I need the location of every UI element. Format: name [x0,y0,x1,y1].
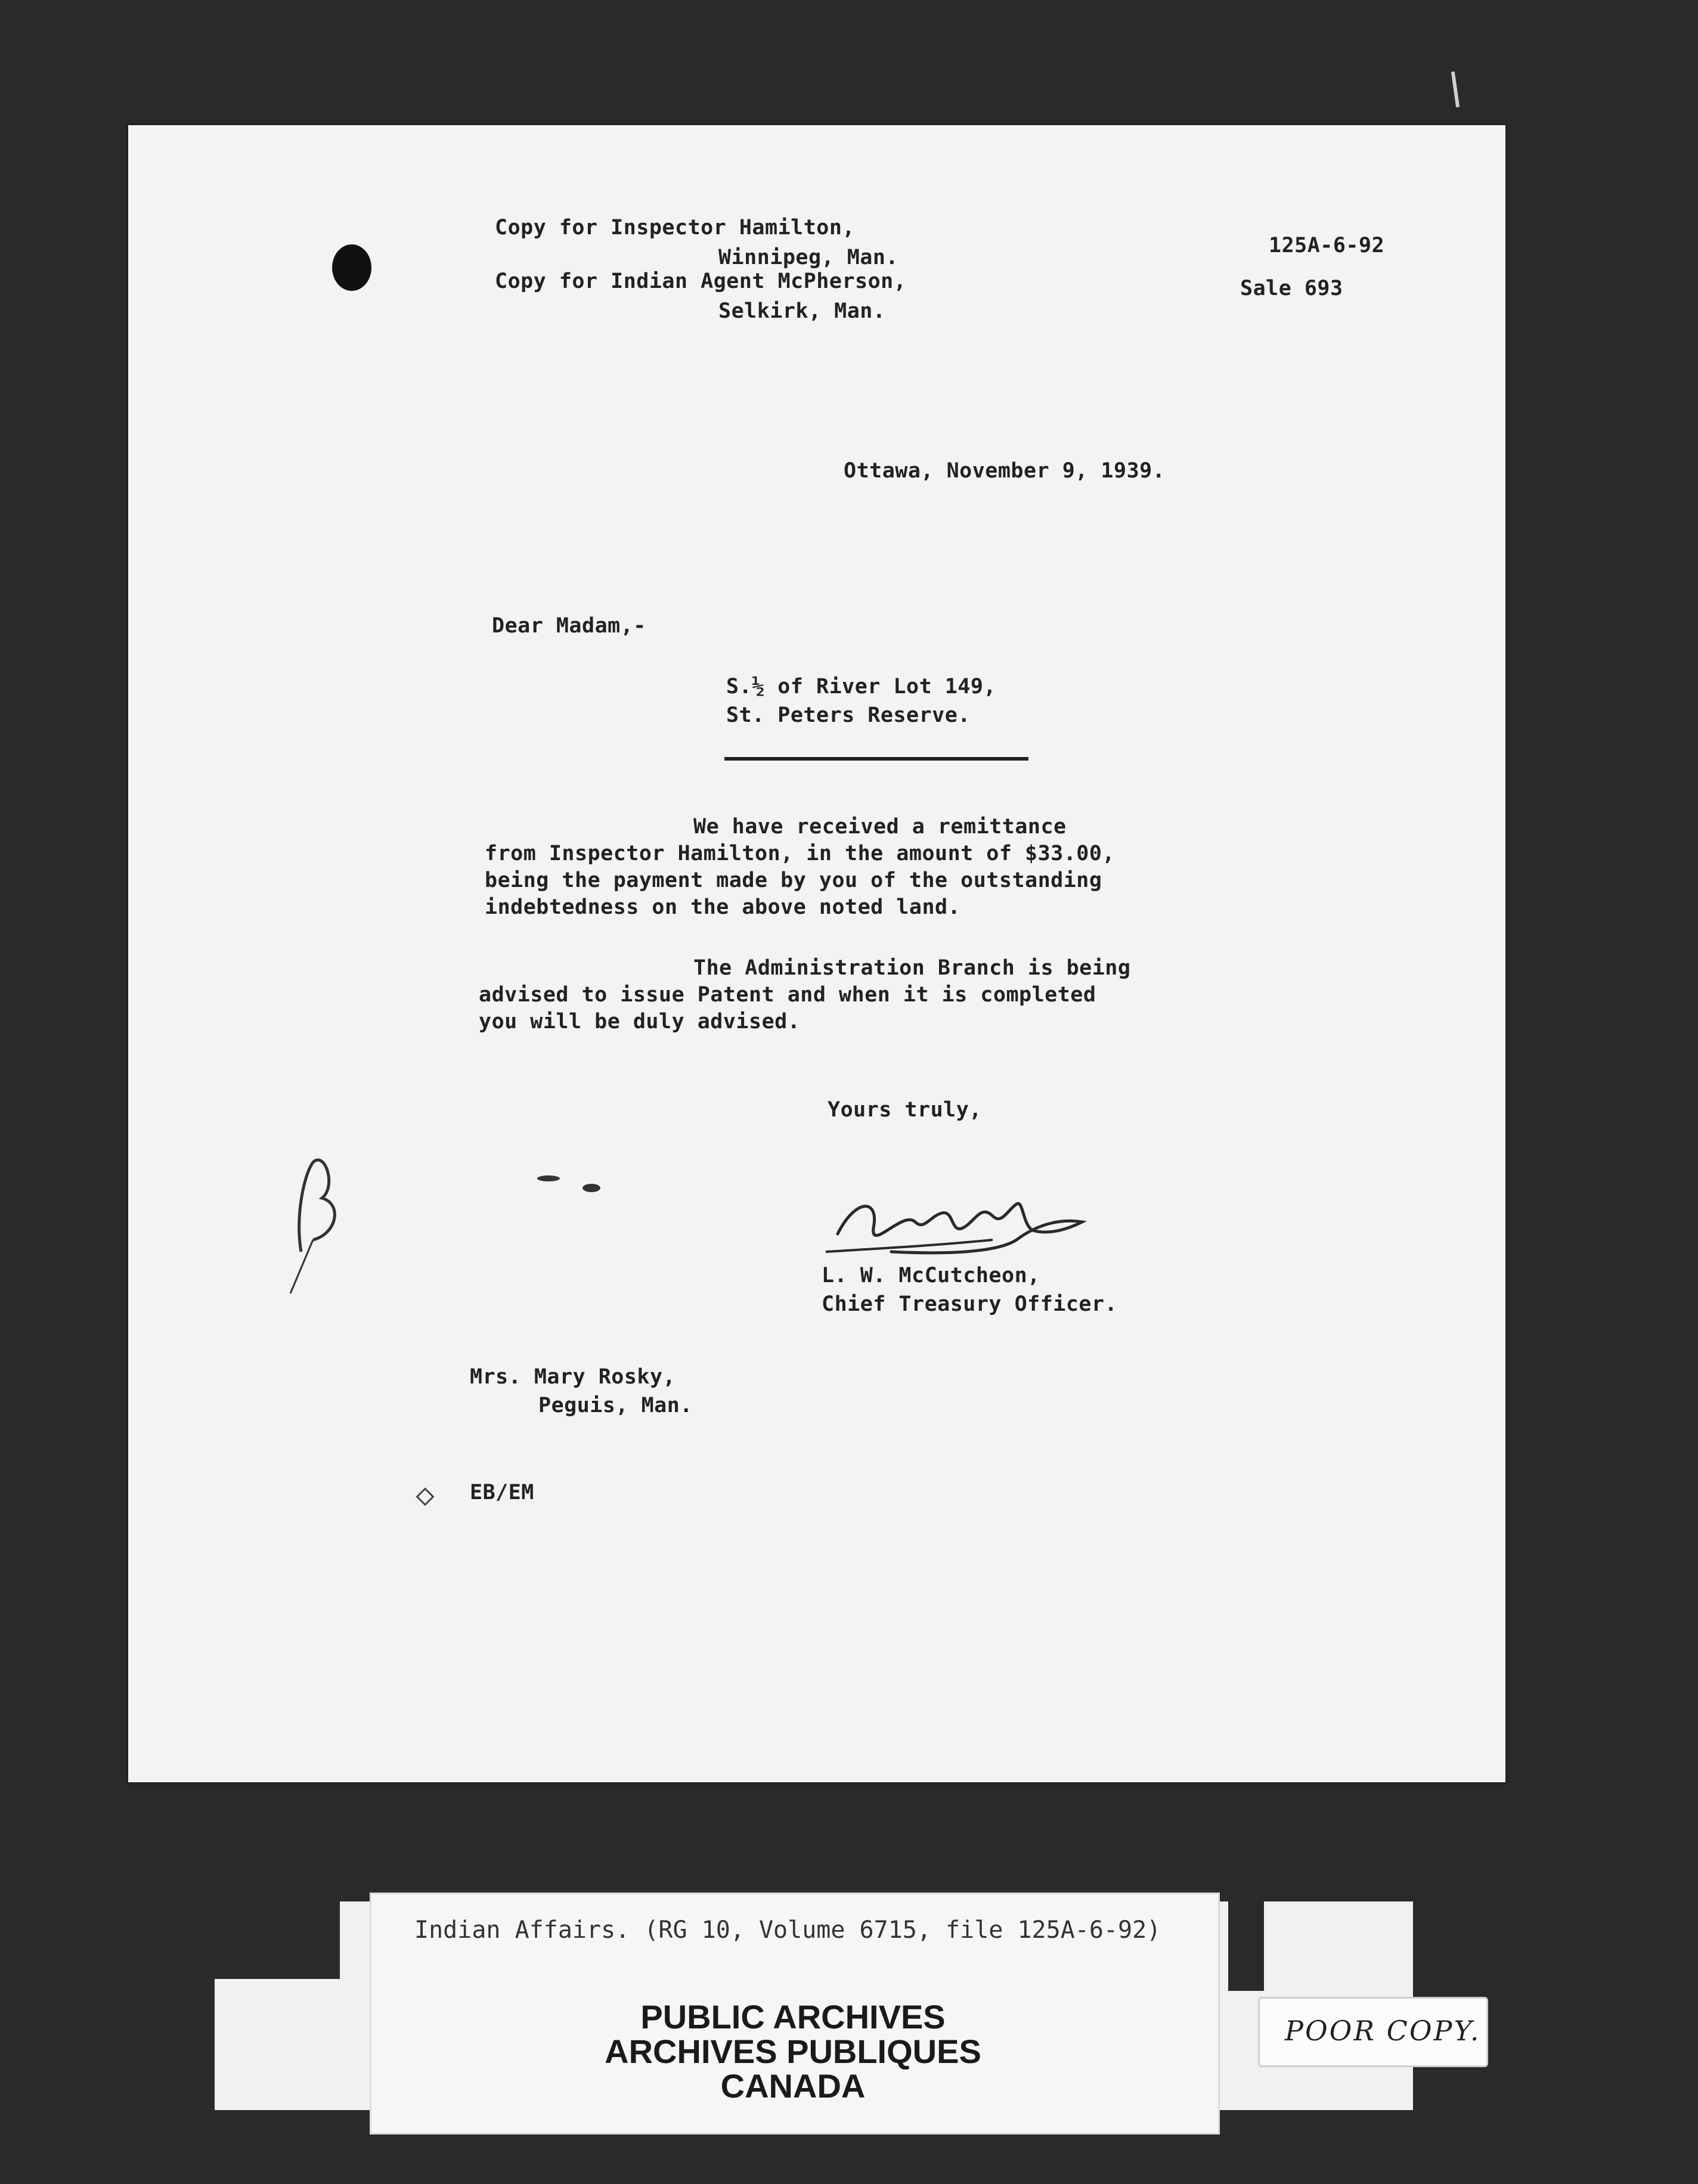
sale-number: Sale 693 [1240,277,1343,300]
label-notch [1228,1901,1264,1991]
archive-line-3: CANADA [720,2067,866,2105]
copy-line-2: Winnipeg, Man. [718,246,899,269]
film-frame-mark [1451,72,1460,107]
subject-line-2: St. Peters Reserve. [726,703,971,727]
addressee-name: Mrs. Mary Rosky, [470,1365,676,1389]
archive-stamp [370,2000,1216,2104]
paragraph-2-line-1: The Administration Branch is being [693,956,1131,980]
paragraph-2-line-2: advised to issue Patent and when it is completed [479,983,1096,1007]
paragraph-1-line-1: We have received a remittance [693,815,1067,839]
signer-title: Chief Treasury Officer. [822,1292,1118,1316]
copy-line-4: Selkirk, Man. [718,299,886,323]
salutation: Dear Madam,- [492,614,646,638]
paragraph-1-line-3: being the payment made by you of the outstanding [485,868,1102,892]
paragraph-1-line-4: indebtedness on the above noted land. [485,895,961,919]
diamond-mark [416,1487,434,1506]
addressee-place: Peguis, Man. [538,1394,693,1417]
subject-underline [724,757,1028,761]
label-notch [215,1901,340,1979]
subject-line-1: S.½ of River Lot 149, [726,675,997,699]
date-line: Ottawa, November 9, 1939. [844,459,1166,483]
archive-citation: Indian Affairs. (RG 10, Volume 6715, file 125A-6-92) [414,1916,1161,1944]
signer-name: L. W. McCutcheon, [822,1264,1040,1288]
paragraph-2-line-3: you will be duly advised. [479,1010,801,1034]
reference-initials: EB/EM [470,1481,534,1504]
ink-smudge [537,1175,560,1181]
ink-smudge [582,1184,600,1192]
file-number: 125A-6-92 [1269,234,1385,258]
copy-line-1: Copy for Inspector Hamilton, [495,216,856,240]
paragraph-1-line-2: from Inspector Hamilton, in the amount of $33.00, [485,842,1116,865]
archive-line-2: ARCHIVES PUBLIQUES [605,2033,981,2070]
ink-blot [332,244,371,291]
copy-line-3: Copy for Indian Agent McPherson, [495,269,907,293]
margin-handwritten-mark [289,1115,373,1293]
letter-page [128,125,1505,1782]
closing: Yours truly, [828,1098,982,1122]
poor-copy-note: POOR COPY. [1285,2015,1481,2047]
archive-line-1: PUBLIC ARCHIVES [640,1998,946,2036]
